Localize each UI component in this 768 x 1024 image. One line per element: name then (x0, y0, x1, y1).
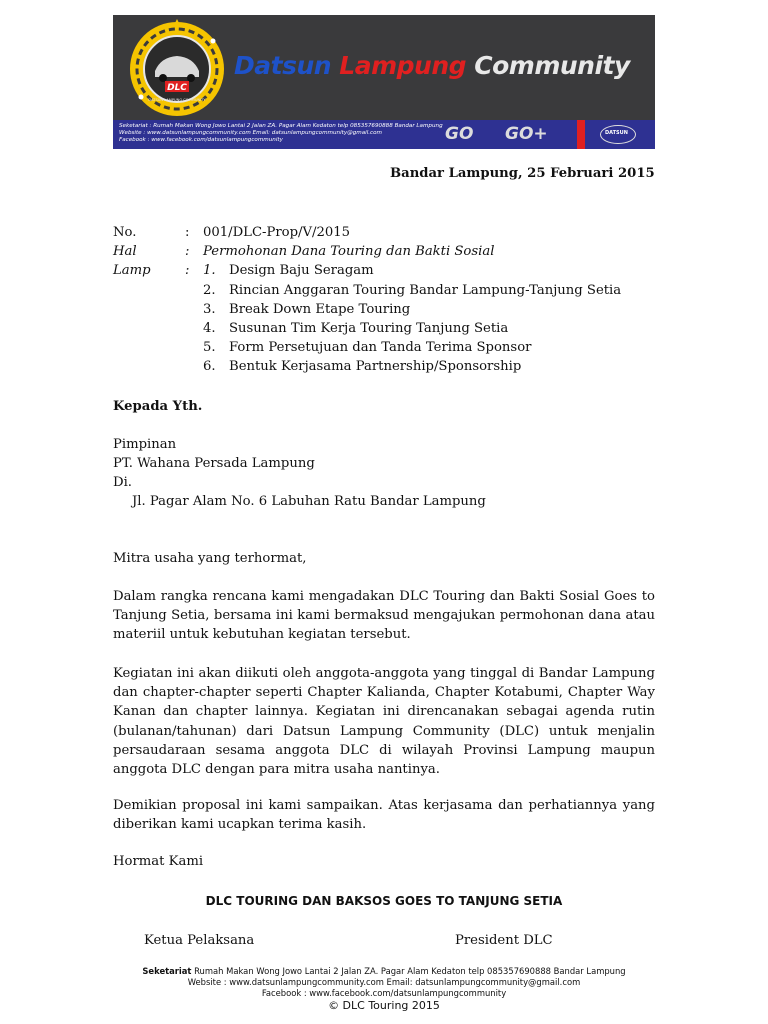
attachment-item: Bentuk Kerjasama Partnership/Sponsorship (229, 359, 522, 374)
attachment-num: 1. (203, 263, 216, 278)
emblem-text: DLC (167, 83, 187, 93)
attachment-num: 2. (203, 283, 216, 298)
recipient-address: Jl. Pagar Alam No. 6 Labuhan Ratu Bandar Lampung (132, 494, 486, 509)
attachment-item: Break Down Etape Touring (229, 302, 411, 317)
closing: Hormat Kami (113, 854, 204, 869)
banner-contact-text (119, 123, 443, 145)
meta-label-lamp: Lamp (113, 263, 151, 278)
red-accent-bar (577, 120, 585, 149)
strip-line-1: Seketariat : Rumah Makan Wong Jowo Lantai 2 Jalan ZA. Pagar Alam Kedaton telp 085357690888 Bandar Lampung (119, 123, 443, 129)
strip-line-2: Website : www.datsunlampungcommunity.com Email: datsunlampungcommunity@gmail.com (119, 130, 383, 137)
meta-label-no: No. (113, 225, 137, 240)
meta-value-hal: Permohonan Dana Touring dan Bakti Sosial (203, 244, 495, 259)
footer-copyright: © DLC Touring 2015 (328, 999, 440, 1012)
footer-website: Website : www.datsunlampungcommunity.com Email: datsunlampungcommunity@gmail.com (187, 977, 581, 987)
dlc-emblem-logo (127, 19, 227, 119)
meta-colon: : (185, 263, 190, 278)
footer-seketariat-text: Rumah Makan Wong Jowo Lantai 2 Jalan ZA. Pagar Alam Kedaton telp 085357690888 Bandar Lampung (191, 966, 626, 976)
brand-word-datsun: Datsun (234, 51, 332, 80)
attachment-num: 3. (203, 302, 216, 317)
brand-wordmark (234, 51, 630, 80)
attachment-item: Form Persetujuan dan Tanda Terima Sponsor (229, 340, 532, 355)
go-plus-logo: GO+ (505, 124, 548, 144)
attachment-num: 5. (203, 340, 216, 355)
body-paragraph-2: Kegiatan ini akan diikuti oleh anggota-anggota yang tinggal di Bandar Lampung dan chapter-chapter seperti Chapter Kalianda, Chapter Kotabumi, Chapter Way Kanan dan chapter lainnya. Kegiatan ini direncanakan sebagai agenda rutin (bulanan/tahunan) dari Datsun Lampung Community (DLC) untuk menjalin persaudaraan sesama anggota DLC di wilayah Provinsi Lampung maupun anggota DLC dengan para mitra usaha nantinya. (113, 666, 655, 778)
event-title: DLC TOURING DAN BAKSOS GOES TO TANJUNG SETIA (205, 894, 563, 908)
attachment-num: 6. (203, 359, 216, 374)
meta-value-no: 001/DLC-Prop/V/2015 (203, 225, 351, 240)
letterhead-banner (113, 15, 655, 149)
footer-seketariat-label: Seketariat (142, 966, 192, 976)
signature-left-title: Ketua Pelaksana (144, 933, 255, 948)
attachment-item: Susunan Tim Kerja Touring Tanjung Setia (229, 321, 509, 336)
recipient-line-1: Pimpinan (113, 437, 177, 452)
go-logo: GO (445, 124, 474, 144)
body-paragraph-3: Demikian proposal ini kami sampaikan. Atas kerjasama dan perhatiannya yang diberikan kami ucapkan terima kasih. (113, 798, 655, 833)
body-paragraph-1: Dalam rangka rencana kami mengadakan DLC Touring dan Bakti Sosial Goes to Tanjung Setia, bersama ini kami bermaksud mengajukan permohonan dana atau materiil untuk kebutuhan kegiatan tersebut. (113, 589, 655, 643)
meta-colon: : (185, 225, 190, 240)
strip-line-3: Facebook : www.facebook.com/datsunlampungcommunity (119, 137, 283, 144)
date-line: Bandar Lampung, 25 Februari 2015 (390, 166, 655, 181)
meta-label-hal: Hal (113, 244, 137, 259)
meta-colon: : (185, 244, 190, 259)
attachment-item: Rincian Anggaran Touring Bandar Lampung-Tanjung Setia (229, 283, 622, 298)
recipient-company: PT. Wahana Persada Lampung (113, 456, 315, 471)
salutation: Mitra usaha yang terhormat, (113, 551, 307, 566)
attachment-item: Design Baju Seragam (229, 263, 374, 278)
recipient-heading: Kepada Yth. (113, 399, 203, 414)
footer-facebook: Facebook : www.facebook.com/datsunlampungcommunity (261, 988, 507, 998)
footer-address (0, 966, 768, 977)
brand-word-lampung: Lampung (339, 51, 467, 80)
datsun-logo-text: DATSUN (605, 130, 628, 136)
recipient-line-3: Di. (113, 475, 132, 490)
signature-right-title: President DLC (455, 933, 553, 948)
brand-word-community: Community (474, 51, 630, 80)
emblem-ring-text: DATSUN LAMPUNG COMMUNITY (148, 98, 206, 102)
attachment-num: 4. (203, 321, 216, 336)
